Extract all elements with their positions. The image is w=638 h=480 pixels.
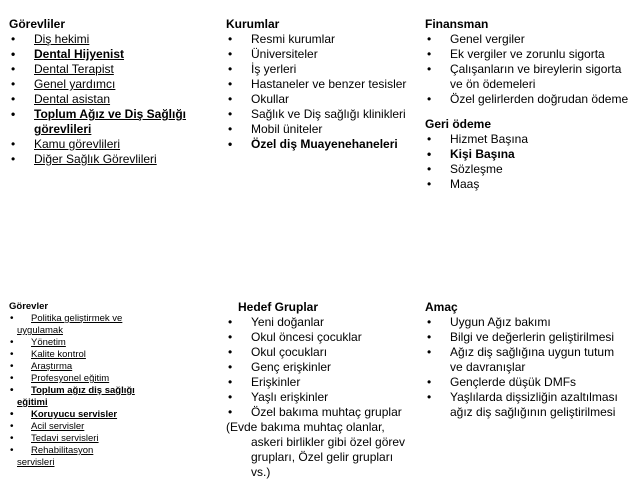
list-item: • Okul çocukları [226,345,426,360]
list-item: • Genel vergiler [425,32,630,47]
list-item: • Toplum Ağız ve Diş Sağlığı görevlileri [9,107,214,137]
institutions-column [226,17,426,152]
duties-column [9,301,209,469]
list-item: • Yönetim [9,337,209,349]
list-item: • Yaşlılarda dişsizliğin azaltılması ağız diş sağlığının geliştirilmesi [425,390,630,420]
list-item-continuation: uygulamak [17,325,63,336]
reimbursement-title: Geri ödeme [425,117,492,131]
list-item: • Maaş [425,177,630,192]
list-item: • Genel yardımcı [9,77,214,92]
list-item: • Dental asistan [9,92,214,107]
list-item: • Gençlerde düşük DMFs [425,375,630,390]
list-item: • Tedavi servisleri [9,433,209,445]
list-item: • Profesyonel eğitim [9,373,209,385]
duties-list [9,313,209,469]
list-item: • Mobil üniteler [226,122,426,137]
list-item: • İş yerleri [226,62,426,77]
list-item-continuation: servisleri [17,457,55,468]
list-item: • Hizmet Başına [425,132,630,147]
duties-title: Görevler [9,301,49,312]
list-item-continuation: eğitimi [17,397,48,408]
list-item: • Yeni doğanlar [226,315,426,330]
goal-title: Amaç [425,300,458,314]
financing-column [425,17,630,192]
list-item: • Okul öncesi çocuklar [226,330,426,345]
target-groups-note-line: (Evde bakıma muhtaç olanlar, [226,420,385,434]
staff-title: Görevliler [9,17,66,31]
list-item: • Genç erişkinler [226,360,426,375]
list-item: • Araştırma [9,361,209,373]
list-item: • Kamu görevlileri [9,137,214,152]
institutions-title: Kurumlar [226,17,280,31]
goal-list [425,315,630,420]
target-groups-note-line: vs.) [251,465,271,479]
list-item: • Sözleşme [425,162,630,177]
list-item: • Resmi kurumlar [226,32,426,47]
list-item: • Erişkinler [226,375,426,390]
target-groups-note-line: grupları, Özel gelir grupları [251,450,394,464]
institutions-list [226,32,426,152]
list-item [9,313,209,337]
target-groups-title: Hedef Gruplar [238,300,319,314]
list-item-text: Toplum ağız diş sağlığı [31,385,135,396]
list-item-text: Politika geliştirmek ve [31,313,123,324]
financing-title: Finansman [425,17,489,31]
list-item [9,385,209,409]
reimbursement-list [425,132,630,192]
list-item: • Özel gelirlerden doğrudan ödeme [425,92,630,107]
list-item: • Acil servisler [9,421,209,433]
list-item: • Sağlık ve Diş sağlığı klinikleri [226,107,426,122]
target-groups-note-line: askeri birlikler gibi özel görev [251,435,406,449]
list-item: • Diğer Sağlık Görevlileri [9,152,214,167]
list-item: • Özel bakıma muhtaç gruplar [226,405,426,420]
list-item: • Hastaneler ve benzer tesisler [226,77,426,92]
list-item: • Kalite kontrol [9,349,209,361]
target-groups-list [226,315,426,420]
list-item: • Üniversiteler [226,47,426,62]
target-groups-column [226,300,426,480]
list-item: • Diş hekimi [9,32,214,47]
list-item: • Ek vergiler ve zorunlu sigorta [425,47,630,62]
list-item: • Özel diş Muayenehaneleri [226,137,426,152]
list-item: • Dental Terapist [9,62,214,77]
list-item: • Bilgi ve değerlerin geliştirilmesi [425,330,630,345]
list-item: • Uygun Ağız bakımı [425,315,630,330]
staff-column [9,17,214,167]
list-item [9,445,209,469]
list-item: • Yaşlı erişkinler [226,390,426,405]
list-item: • Ağız diş sağlığına uygun tutum ve davranışlar [425,345,630,375]
staff-list [9,32,214,167]
list-item: • Çalışanların ve bireylerin sigorta ve ön ödemeleri [425,62,630,92]
financing-list [425,32,630,107]
list-item: • Kişi Başına [425,147,630,162]
list-item: • Koruyucu servisler [9,409,209,421]
goal-column [425,300,630,420]
list-item: • Dental Hijyenist [9,47,214,62]
list-item-text: Rehabilitasyon [31,445,94,456]
list-item: • Okullar [226,92,426,107]
